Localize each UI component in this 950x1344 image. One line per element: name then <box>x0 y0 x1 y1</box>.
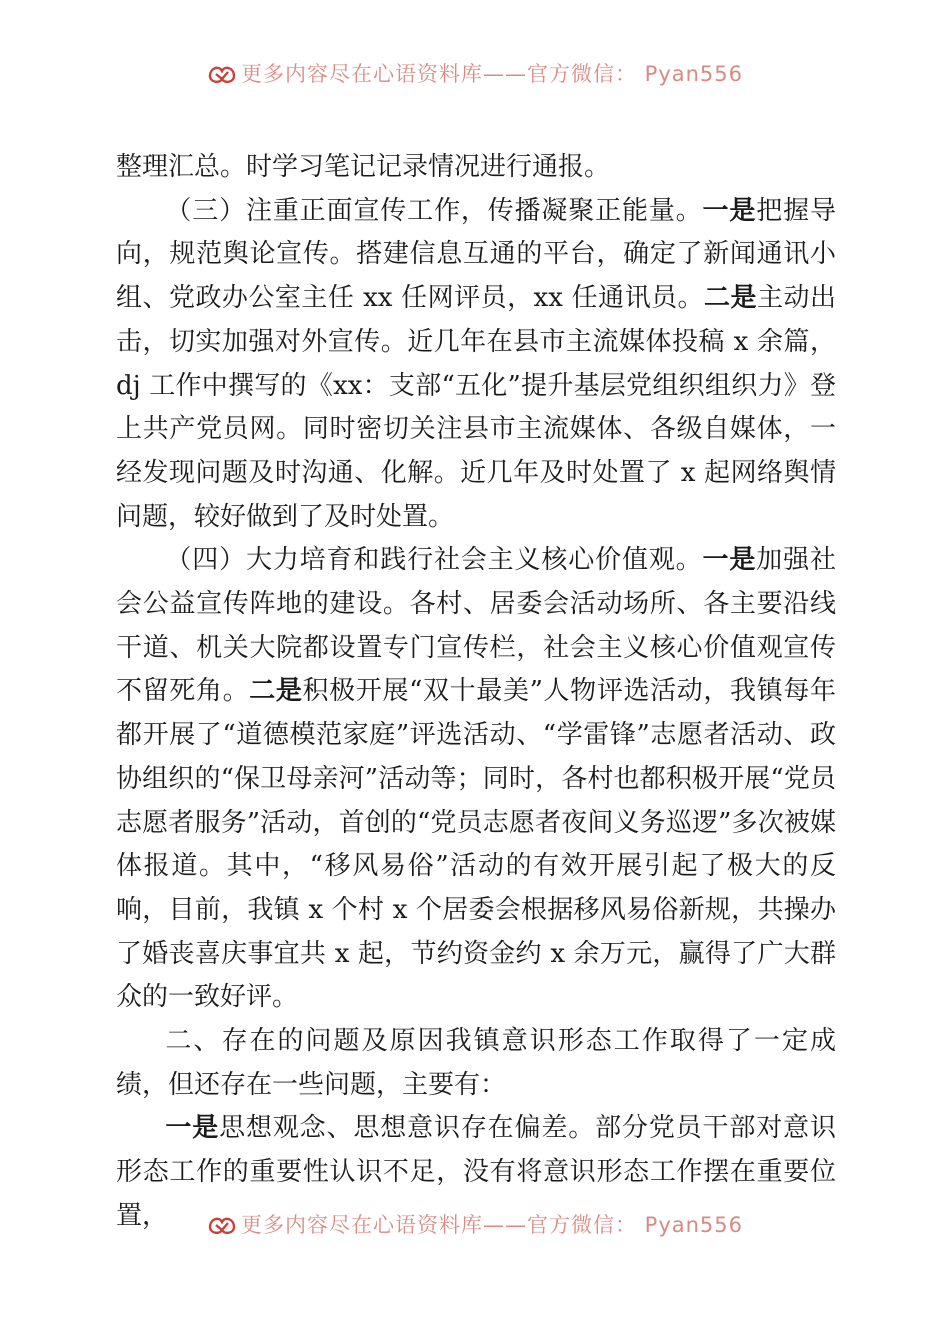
watermark-logo-icon <box>207 62 237 86</box>
document-body <box>116 146 836 1239</box>
paragraph-1: 整理汇总。时学习笔记记录情况进行通报。 <box>116 152 611 182</box>
paragraph-4: 二、存在的问题及原因我镇意识形态工作取得了一定成绩，但还存在一些问题，主要有： <box>116 1026 836 1100</box>
keyword-first: 一是 <box>702 545 757 576</box>
watermark-footer <box>0 1209 950 1239</box>
paragraph-2: （三）注重正面宣传工作，传播凝聚正能量。一是把握导向，规范舆论宣传。搭建信息互通的平台，确定了新闻通讯小组、党政办公室主任 xx 任网评员，xx 任通讯员。二是主动出击，切实加强对外宣传。近几年在县市主流媒体投稿 x 余篇，dj 工作中撰写的《xx：支部“五化”提升基层党组织组织力》登上共产党员网。同时密切关注县市主流媒体、各级自媒体，一经发现问题及时沟通、化解。近几年及时处置了 x 起网络舆情问题，较好做到了及时处置。 <box>116 195 836 532</box>
watermark-text: 更多内容尽在心语资料库——官方微信： Pyan556 <box>240 1213 744 1237</box>
keyword-second: 二是 <box>704 283 758 314</box>
watermark-header <box>0 58 950 88</box>
watermark-logo-icon <box>207 1213 237 1237</box>
paragraph-5: 一是思想观念、思想意识存在偏差。部分党员干部对意识形态工作的重要性认识不足，没有将意识形态工作摆在重要位置， <box>116 1113 836 1231</box>
keyword-first: 一是 <box>702 195 757 226</box>
paragraph-3: （四）大力培育和践行社会主义核心价值观。一是加强社会公益宣传阵地的建设。各村、居委会活动场所、各主要沿线干道、机关大院都设置专门宣传栏，社会主义核心价值观宣传不留死角。二是积极开展“双十最美”人物评选活动，我镇每年都开展了“道德模范家庭”评选活动、“学雷锋”志愿者活动、政协组织的“保卫母亲河”活动等；同时，各村也都积极开展“党员志愿者服务”活动，首创的“党员志愿者夜间义务巡逻”多次被媒体报道。其中，“移风易俗”活动的有效开展引起了极大的反响，目前，我镇 x 个村 x 个居委会根据移风易俗新规，共操办了婚丧喜庆事宜共 x 起，节约资金约 x 余万元，赢得了广大群众的一致好评。 <box>116 545 836 1013</box>
keyword-first: 一是 <box>165 1113 220 1144</box>
paragraph-lead: （四）大力培育和践行社会主义核心价值观。 <box>165 545 703 576</box>
watermark-text: 更多内容尽在心语资料库——官方微信： Pyan556 <box>240 62 744 86</box>
paragraph-lead: （三）注重正面宣传工作，传播凝聚正能量。 <box>165 195 703 226</box>
keyword-second: 二是 <box>249 676 303 707</box>
